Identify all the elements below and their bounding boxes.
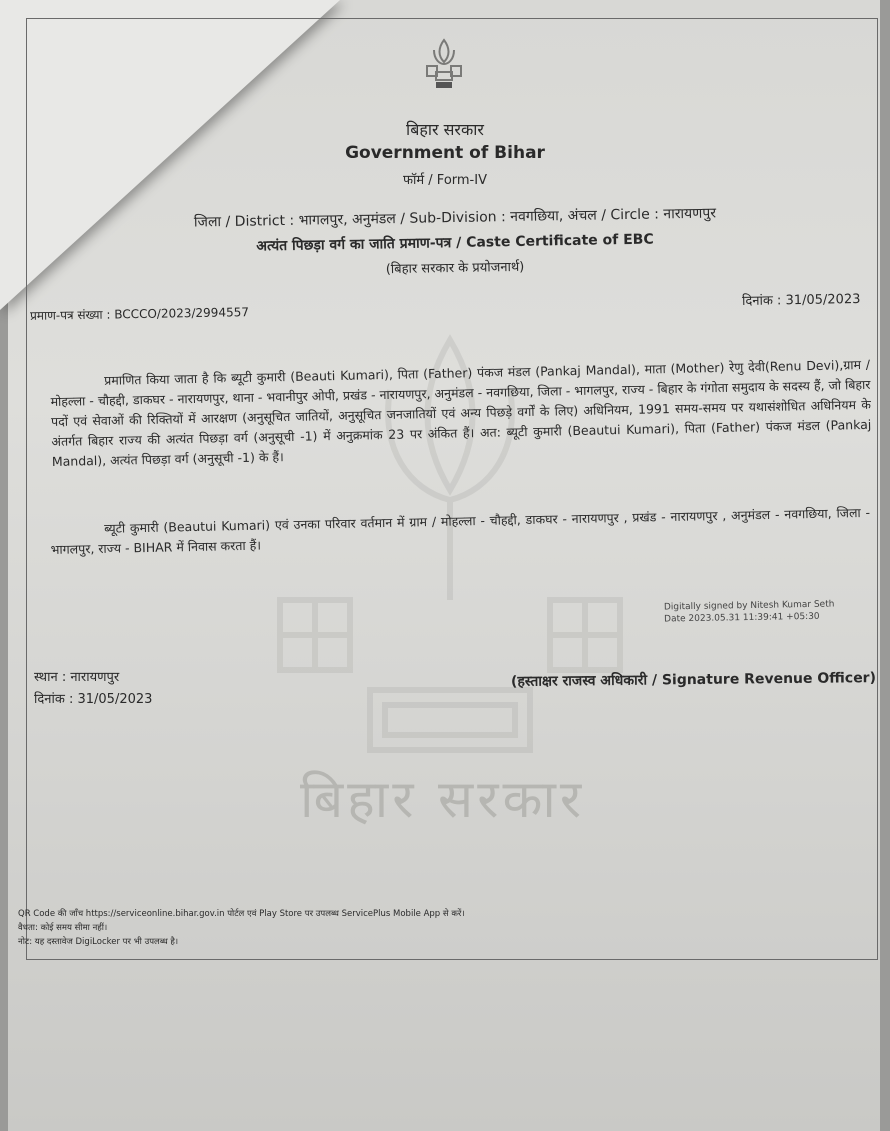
place-label: स्थान : नारायणपुर [34,670,120,685]
certificate-body-paragraph: प्रमाणित किया जाता है कि ब्यूटी कुमारी (Beauti Kumari), पिता (Father) पंकज मंडल (Pankaj Mandal), माता (Mother) रेणु देवी(Renu Devi),ग्राम / मोहल्ला - चौहद्दी, डाकघर - नारायणपुर, थाना - भवानीपुर ओपी, प्रखंड - नारायणपुर, अनुमंडल - नवगछिया, जिला - भागलपुर, राज्य - बिहार के गंगोता समुदाय के सदस्य हैं, जो बिहार पदों एवं सेवाओं की रिक्तियों में आरक्षण (अनुसूचित जातियों, अनुसूचित जनजातियों एवं अन्य पिछड़े वर्गों के लिए) अधिनियम, 1991 समय-समय पर यथासंशोधित अधिनियम के अंतर्गत बिहार राज्य की अत्यंत पिछड़ा वर्ग (अनुसूची -1) में अनुक्रमांक 23 पर अंकित हैं। अत: ब्यूटी कुमारी (Beautui Kumari), पिता (Father) पंकज मंडल (Pankaj Mandal), अत्यंत पिछड़ा वर्ग (अनुसूची -1) के हैं। [50,356,872,469]
qr-verification-note: QR Code की जाँच https://serviceonline.bihar.gov.in पोर्टल एवं Play Store पर उपलब्ध ServicePlus Mobile App से करें। [18,909,465,919]
bihar-emblem-icon [424,36,464,92]
watermark-text: बिहार सरकार [300,770,586,830]
certificate-number: प्रमाण-पत्र संख्या : BCCCO/2023/2994557 [29,305,250,323]
govt-hindi-title: बिहार सरकार [406,120,484,139]
date-label: दिनांक : 31/05/2023 [34,692,153,707]
residence-paragraph: ब्यूटी कुमारी (Beautui Kumari) एवं उनका परिवार वर्तमान में ग्राम / मोहल्ला - चौहद्दी, डाकघर - नारायणपुर , प्रखंड - नारायणपुर , अनुमंडल - नवगछिया, जिला - भागलपुर, राज्य - BIHAR में निवास करता हैं। [50,504,871,557]
digital-signature [664,599,835,626]
govt-english-title: Government of Bihar [345,143,545,163]
district-line: जिला / District : भागलपुर, अनुमंडल / Sub-Division : नवगछिया, अंचल / Circle : नारायणपुर [193,205,717,231]
digital-signature-date: Date 2023.05.31 11:39:41 +05:30 [664,611,820,625]
issue-date: दिनांक : 31/05/2023 [741,291,861,310]
certificate-title: अत्यंत पिछड़ा वर्ग का जाति प्रमाण-पत्र / Caste Certificate of EBC [256,231,654,255]
purpose-line: (बिहार सरकार के प्रयोजनार्थ) [385,259,525,278]
validity-note: वैधता: कोई समय सीमा नहीं। [18,923,108,933]
digital-signature-name: Digitally signed by Nitesh Kumar Seth [663,599,835,613]
digilocker-note: नोट: यह दस्तावेज DigiLocker पर भी उपलब्ध है। [18,937,179,947]
signature-label: (हस्ताक्षर राजस्व अधिकारी / Signature Revenue Officer) [510,670,877,690]
form-number: फॉर्म / Form-IV [403,173,487,188]
